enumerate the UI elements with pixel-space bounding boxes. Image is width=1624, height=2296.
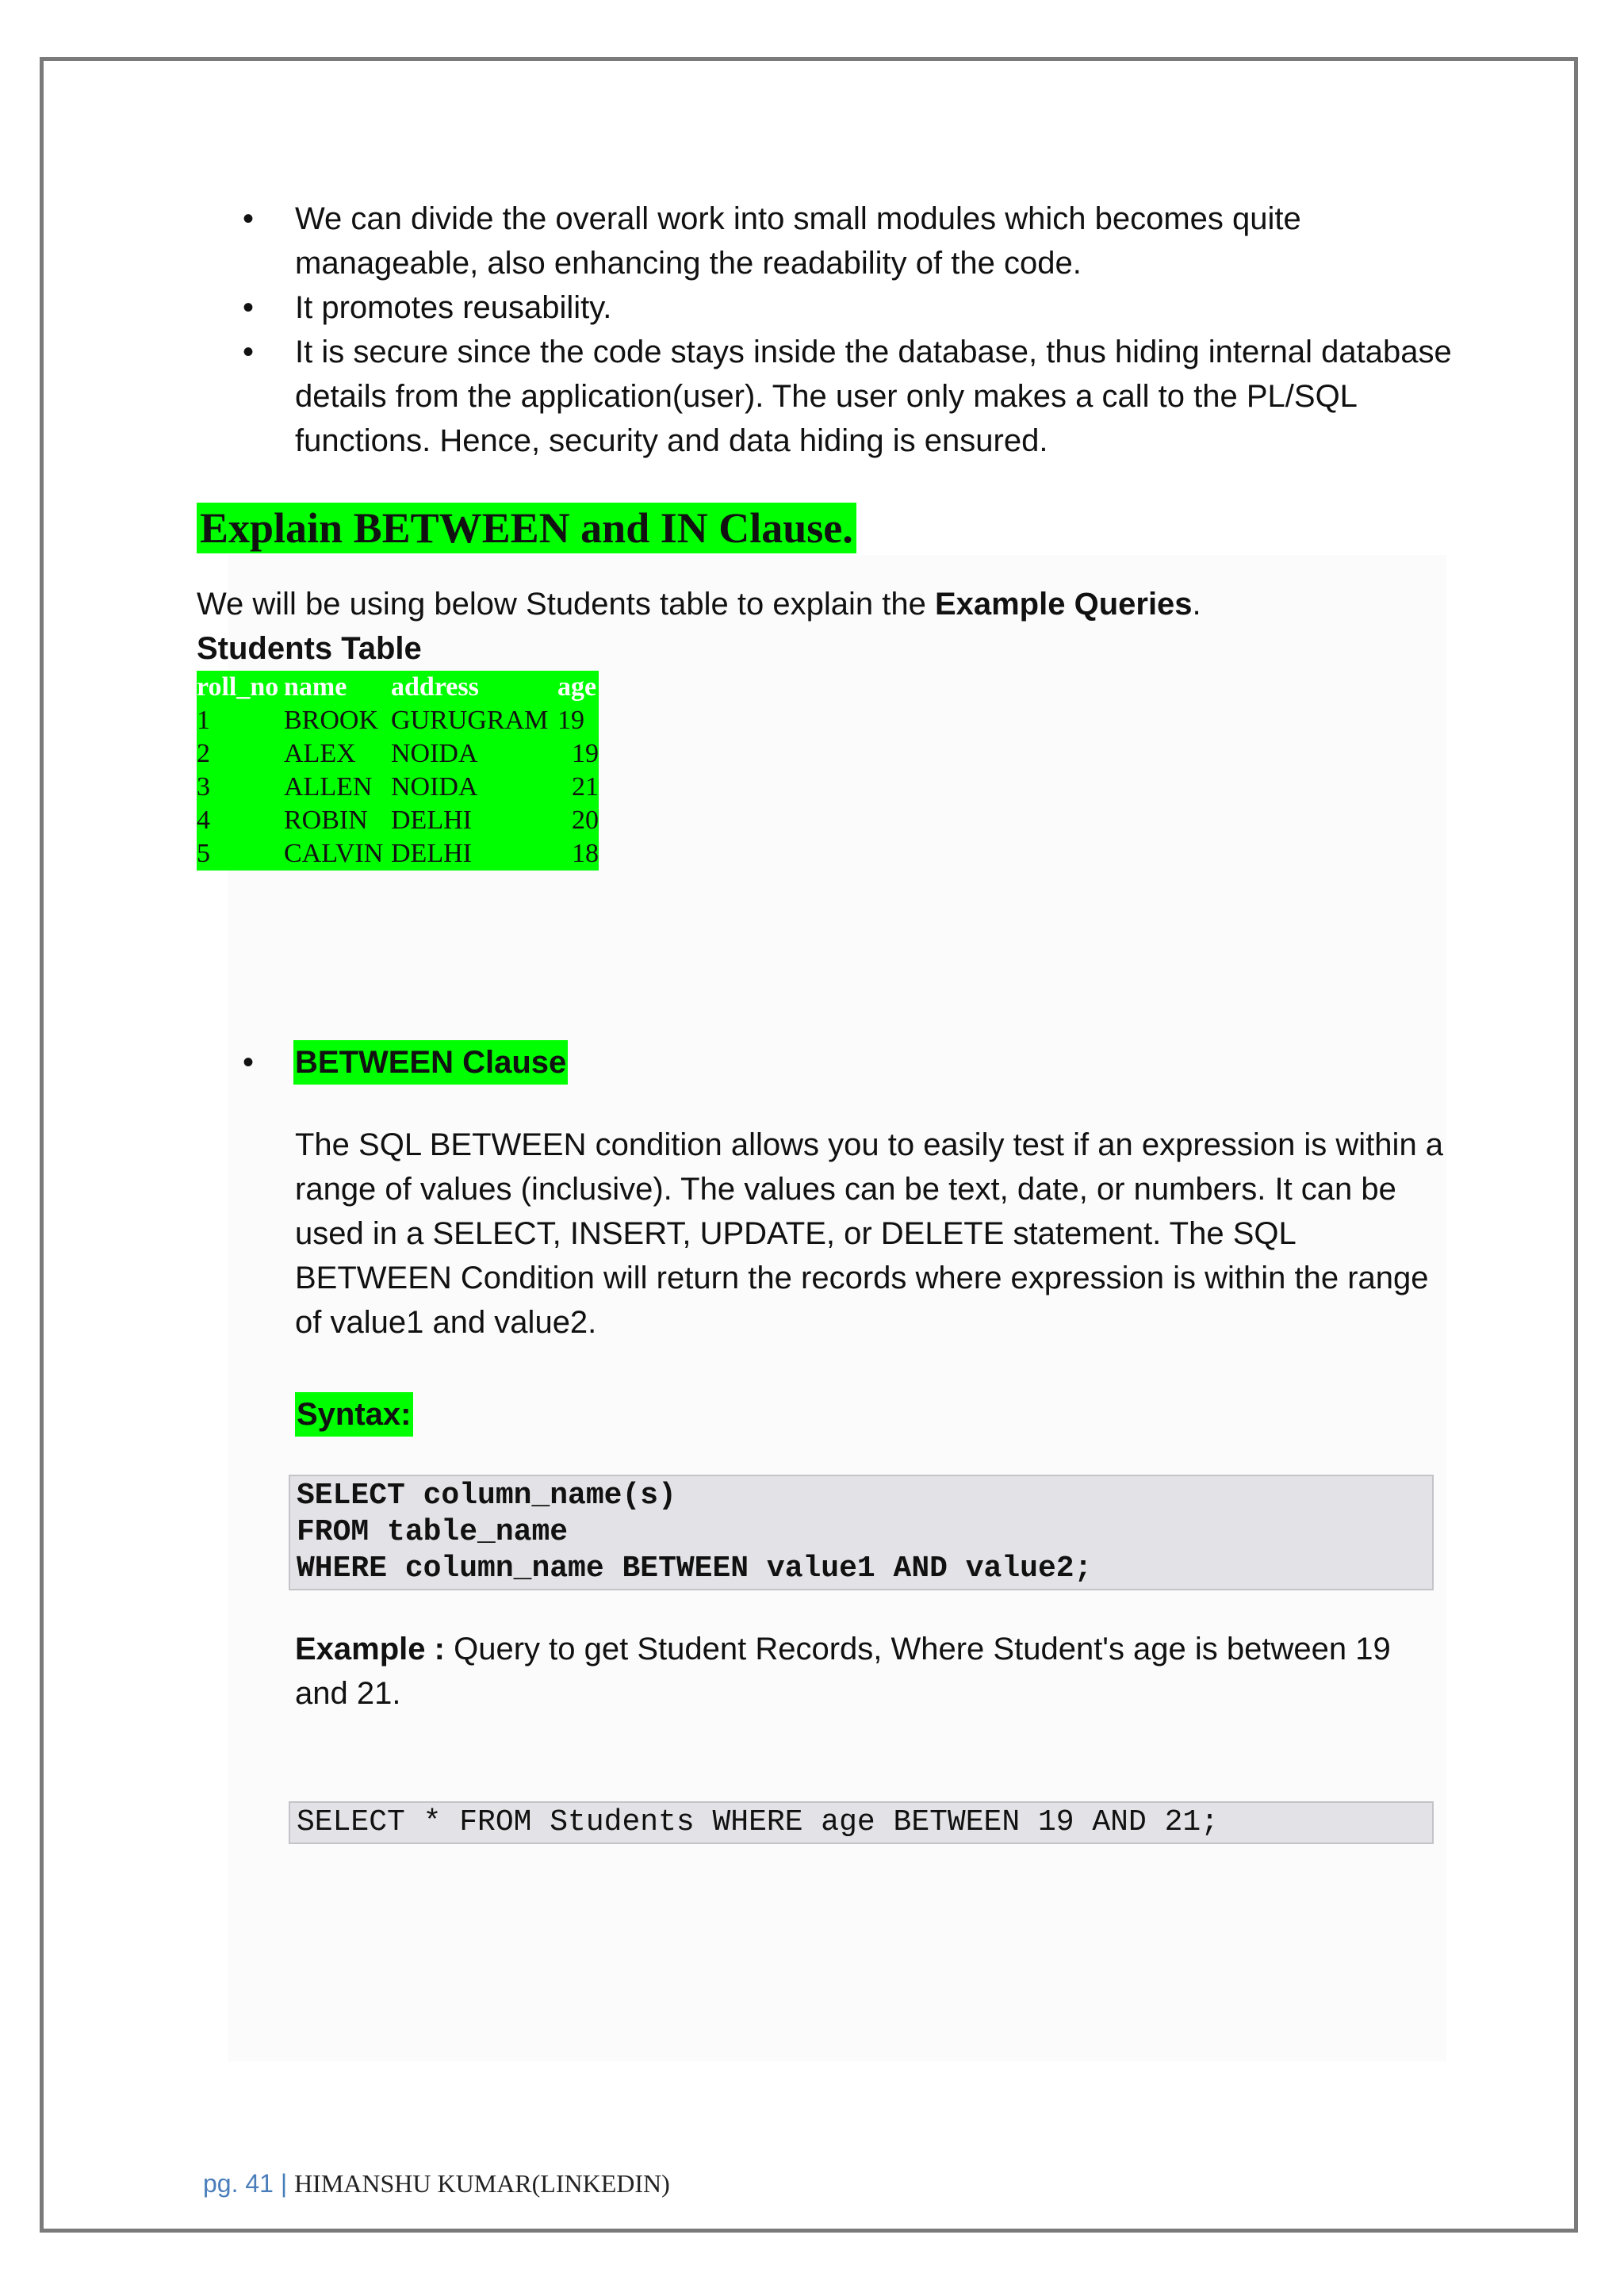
column-header-name: name bbox=[284, 671, 391, 704]
cell-roll-no: 5 bbox=[197, 837, 284, 871]
syntax-code-block bbox=[289, 1475, 1434, 1590]
cell-name: ROBIN bbox=[284, 804, 391, 837]
cell-address: NOIDA bbox=[391, 737, 557, 771]
page-footer bbox=[203, 2168, 670, 2199]
table-row bbox=[197, 737, 599, 771]
cell-address: NOIDA bbox=[391, 771, 557, 804]
bullet-text: It is secure since the code stays inside the database, thus hiding internal database details from the application(user). The user only makes a call to the PL/SQL functions. Hence, security and data hiding is ensured. bbox=[295, 335, 1452, 458]
between-bullet-marker: • bbox=[243, 1045, 255, 1080]
cell-age: 19 bbox=[557, 704, 599, 737]
cell-age: 20 bbox=[557, 804, 599, 837]
example-code-block bbox=[289, 1801, 1434, 1844]
cell-name: BROOK bbox=[284, 704, 391, 737]
example-label: Example : bbox=[295, 1632, 445, 1667]
cell-name: CALVIN bbox=[284, 837, 391, 871]
list-item bbox=[238, 285, 1459, 330]
table-header-row bbox=[197, 671, 599, 704]
bullet-text: We can divide the overall work into small modules which becomes quite manageable, also enhancing the readability of the code. bbox=[295, 201, 1301, 281]
cell-age: 21 bbox=[557, 771, 599, 804]
example-paragraph bbox=[295, 1627, 1445, 1716]
footer-separator: | bbox=[280, 2169, 288, 2198]
cell-roll-no: 3 bbox=[197, 771, 284, 804]
between-clause-heading: BETWEEN Clause bbox=[293, 1040, 568, 1085]
table-row bbox=[197, 804, 599, 837]
column-header-address: address bbox=[391, 671, 557, 704]
bullet-text: It promotes reusability. bbox=[295, 290, 612, 325]
cell-age: 19 bbox=[557, 737, 599, 771]
cell-name: ALLEN bbox=[284, 771, 391, 804]
cell-roll-no: 2 bbox=[197, 737, 284, 771]
page-number: pg. 41 bbox=[203, 2169, 274, 2198]
students-table bbox=[197, 671, 599, 871]
column-header-age: age bbox=[557, 671, 599, 704]
table-row bbox=[197, 771, 599, 804]
cell-roll-no: 1 bbox=[197, 704, 284, 737]
footer-author: HIMANSHU KUMAR(LINKEDIN) bbox=[294, 2169, 670, 2198]
code-line: SELECT * FROM Students WHERE age BETWEEN 19 AND 21; bbox=[297, 1805, 1219, 1839]
code-line: SELECT column_name(s) bbox=[297, 1479, 676, 1513]
cell-address: GURUGRAM bbox=[391, 704, 557, 737]
intro-prefix: We will be using below Students table to explain the bbox=[197, 587, 935, 622]
intro-paragraph bbox=[197, 582, 1201, 626]
cell-roll-no: 4 bbox=[197, 804, 284, 837]
section-heading: Explain BETWEEN and IN Clause. bbox=[197, 503, 856, 553]
column-header-roll-no: roll_no bbox=[197, 671, 284, 704]
table-row bbox=[197, 837, 599, 871]
intro-bold: Example Queries bbox=[934, 587, 1193, 622]
table-title: Students Table bbox=[197, 631, 422, 666]
list-item bbox=[238, 197, 1459, 285]
intro-suffix: . bbox=[1192, 587, 1201, 622]
cell-name: ALEX bbox=[284, 737, 391, 771]
cell-address: DELHI bbox=[391, 804, 557, 837]
cell-address: DELHI bbox=[391, 837, 557, 871]
cell-age: 18 bbox=[557, 837, 599, 871]
list-item bbox=[238, 330, 1459, 463]
table-row bbox=[197, 704, 599, 737]
bullet-list bbox=[238, 197, 1459, 463]
example-description: Query to get Student Records, Where Student's age is between 19 and 21. bbox=[295, 1632, 1391, 1711]
syntax-label: Syntax: bbox=[295, 1392, 413, 1437]
code-line: WHERE column_name BETWEEN value1 AND value2; bbox=[297, 1552, 1093, 1586]
code-line: FROM table_name bbox=[297, 1515, 569, 1549]
between-description: The SQL BETWEEN condition allows you to easily test if an expression is within a range of values (inclusive). The values can be text, date, or numbers. It can be used in a SELECT, INSERT, UPDATE, or DELETE statement. The SQL BETWEEN Condition will return the records where expression is within the range of value1 and value2. bbox=[295, 1127, 1444, 1340]
